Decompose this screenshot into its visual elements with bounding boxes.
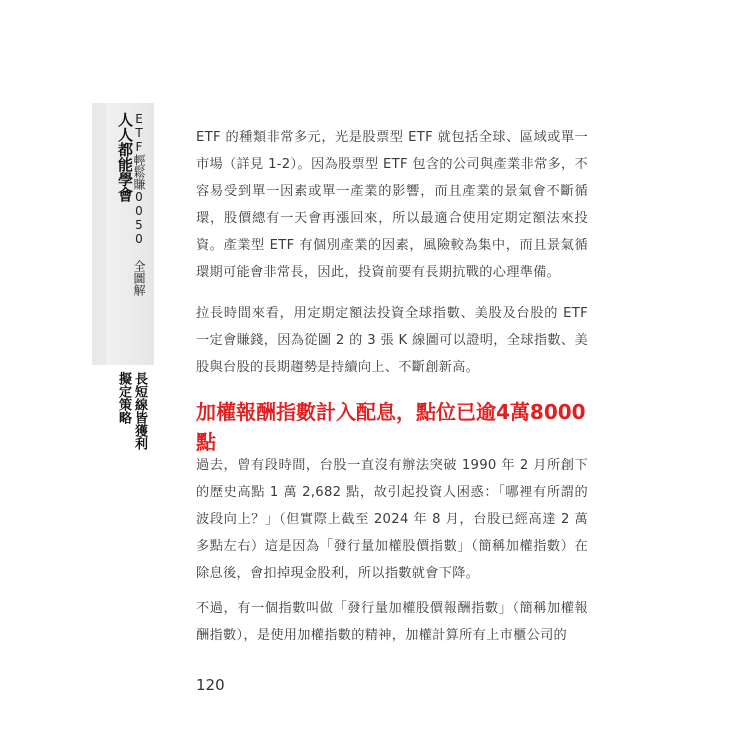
chapter-title-line1: 擬定策略 xyxy=(116,372,131,424)
paragraph-4: 不過，有一個指數叫做「發行量加權股價報酬指數」（簡稱加權報酬指數），是使用加權指數的精神，加權計算所有上市櫃公司的 xyxy=(196,601,588,643)
paragraph-3: 過去，曾有段時間，台股一直沒有辦法突破 1990 年 2 月所創下的歷史高點 1 萬 2,682 點，故引起投資人困惑：「哪裡有所謂的波段向上？」（但實際上截至 2024 年 8 月，台股已經高達 2 萬多點左右）這是因為「發行量加權股價指數」（簡稱加權指數）在除息後，會扣掉現金股利，所以指數就會下降。 xyxy=(196,458,588,581)
page-number: 120 xyxy=(196,676,225,694)
section-heading: 加權報酬指數計入配息，點位已逾4萬8000點 xyxy=(196,400,586,454)
paragraph-1: ETF 的種類非常多元，光是股票型 ETF 就包括全球、區域或單一市場（詳見 1-2）。因為股票型 ETF 包含的公司與產業非常多，不容易受到單一因素或單一產業的影響，而且產業的景氣會不斷循環，股價總有一天會再漲回來，所以最適合使用定期定額法來投資。產業型 ETF 有個別產業的因素，風險較為集中，而且景氣循環期可能會非常長，因此，投資前要有長期抗戰的心理準備。 xyxy=(196,130,588,280)
sidebar-tab-edge xyxy=(92,103,106,365)
series-title: 人人都能學會 xyxy=(116,112,134,202)
series-subtitle: ETF輕鬆賺0050 全圖解 xyxy=(132,112,146,296)
paragraph-2: 拉長時間來看，用定期定額法投資全球指數、美股及台股的 ETF 一定會賺錢，因為從圖 2 的 3 張 K 線圖可以證明，全球指數、美股與台股的長期趨勢是持續向上、不斷創新高。 xyxy=(196,306,588,375)
chapter-title-line2: 長短線皆獲利 xyxy=(132,372,147,450)
